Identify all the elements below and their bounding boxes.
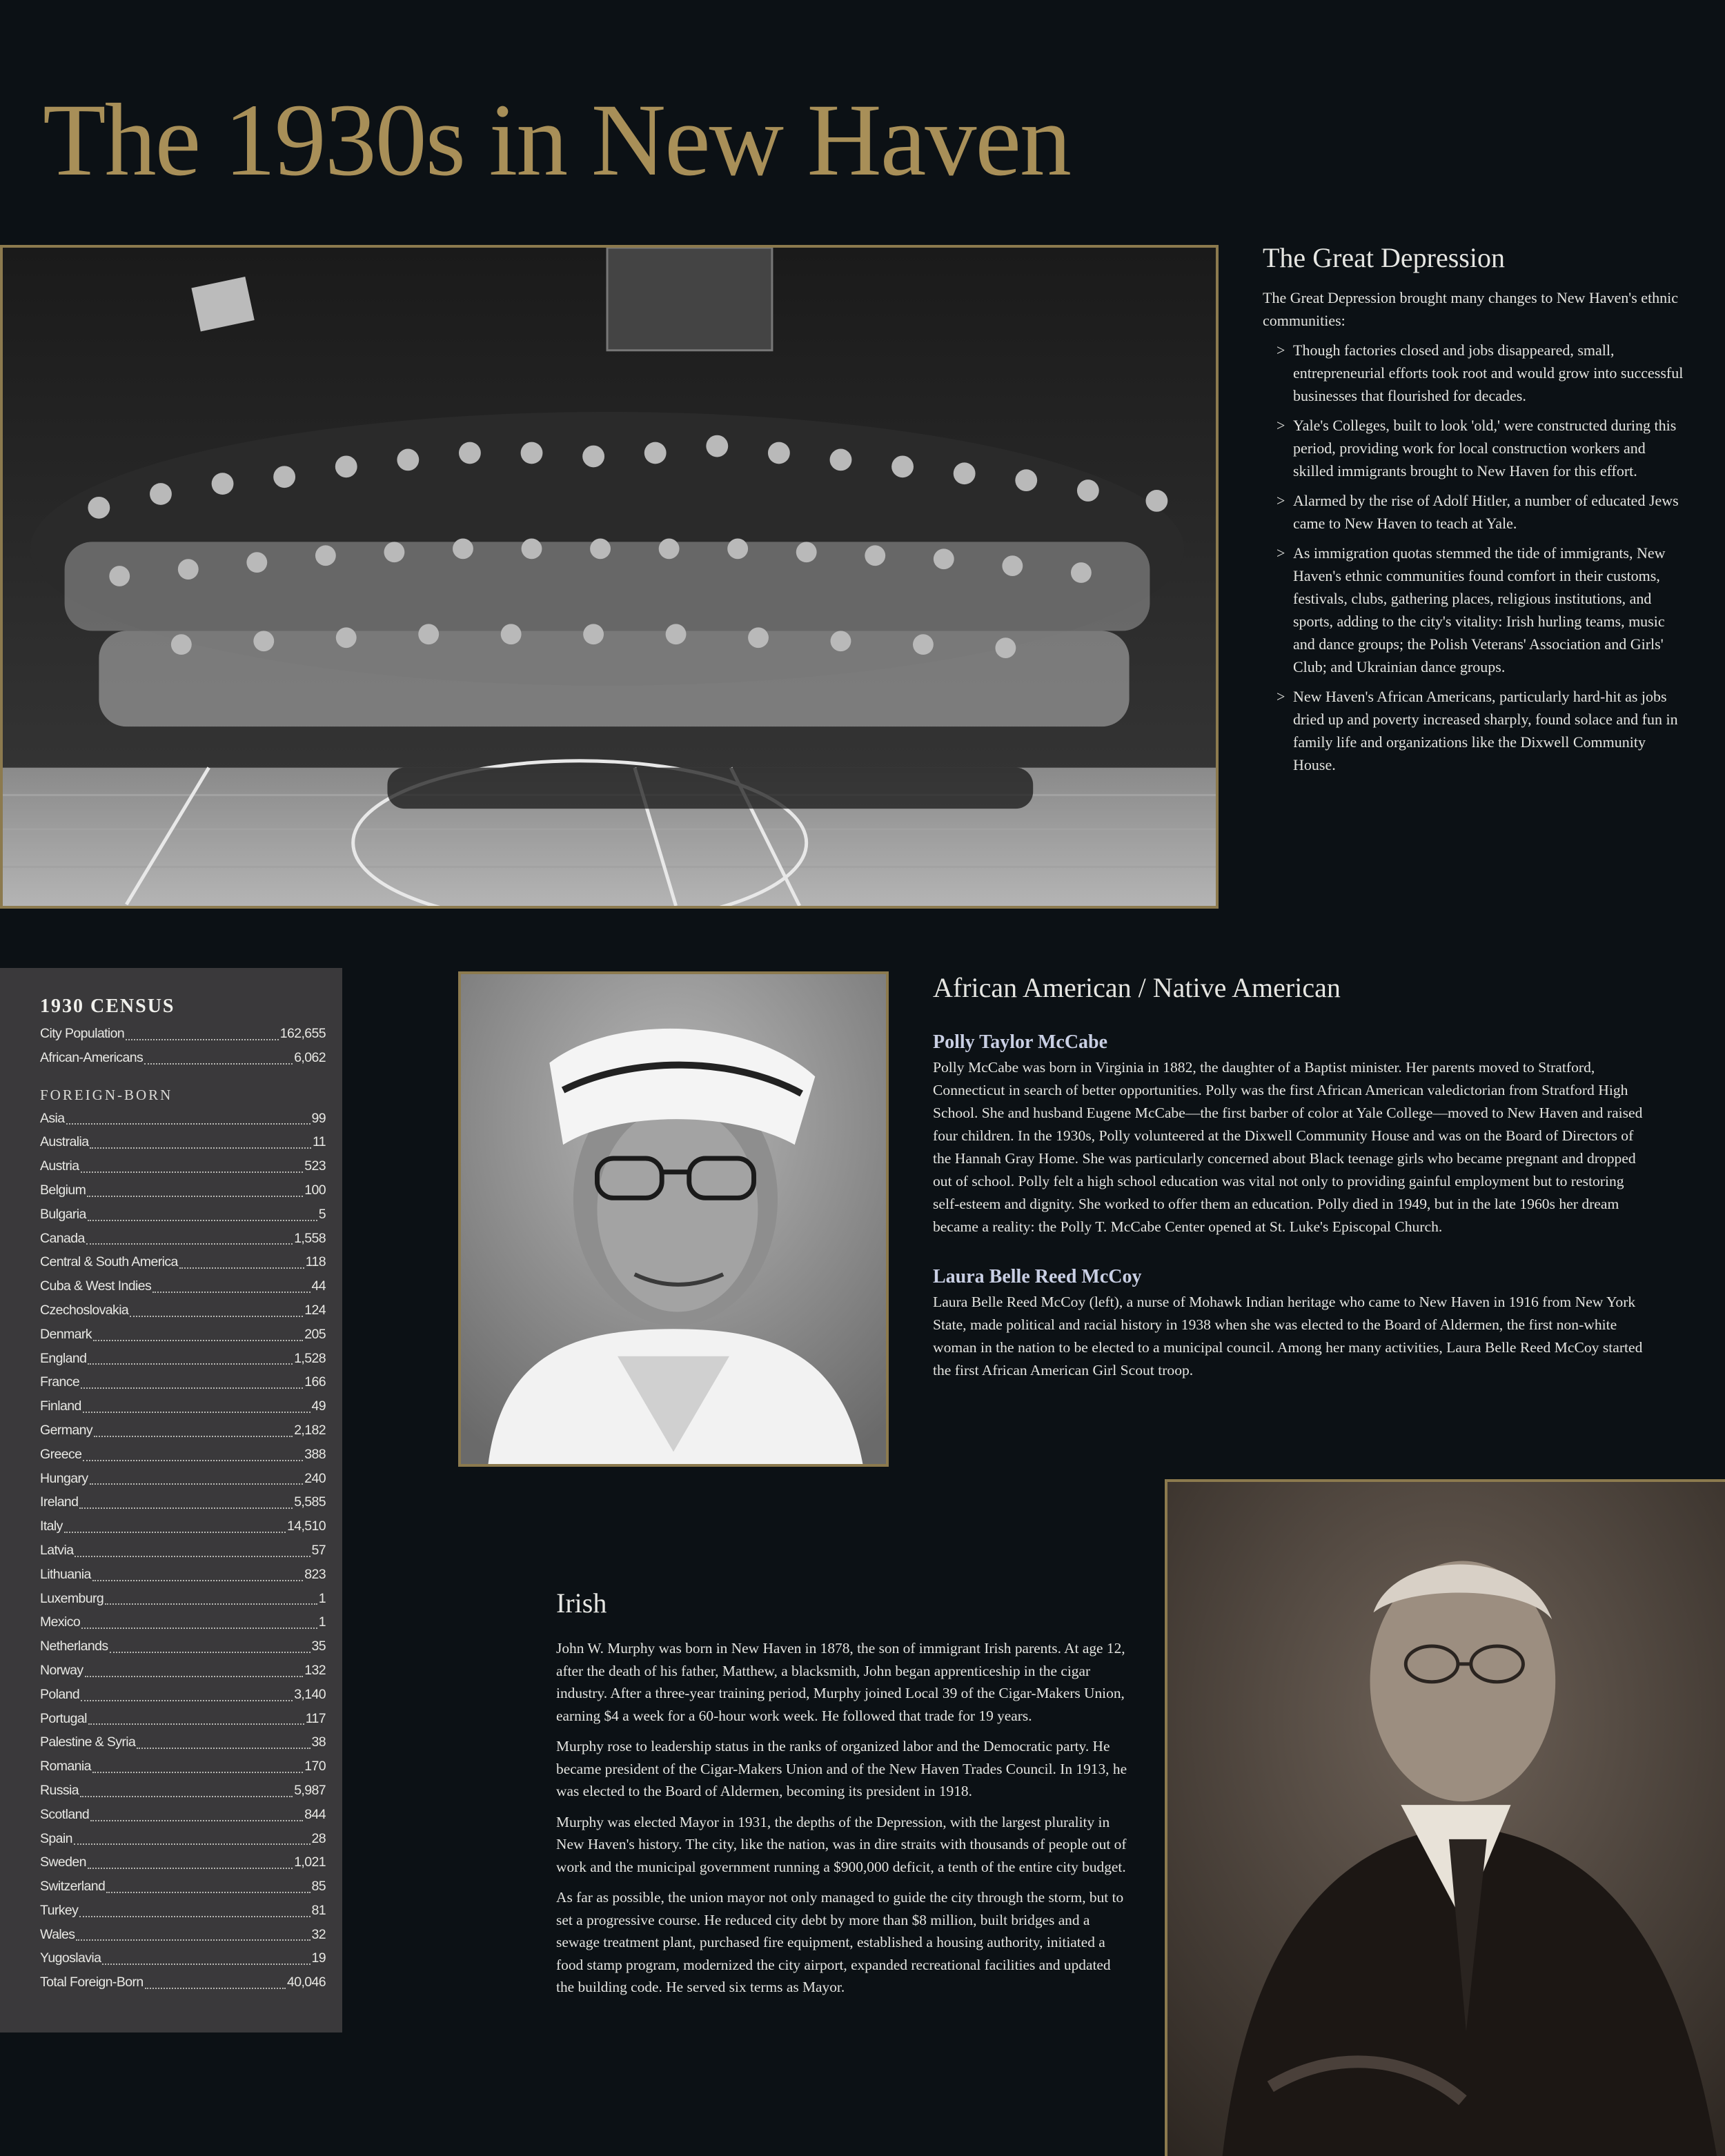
leader-dots: [75, 1556, 310, 1557]
census-value: 35: [311, 1639, 326, 1654]
census-label: Yugoslavia: [40, 1950, 101, 1966]
census-label: Cuba & West Indies: [40, 1278, 152, 1294]
census-label: Poland: [40, 1686, 80, 1702]
census-value: 49: [311, 1398, 326, 1414]
census-row: [40, 1754, 326, 1779]
leader-dots: [152, 1292, 310, 1293]
leader-dots: [81, 1700, 293, 1701]
census-value: 40,046: [286, 1975, 326, 1990]
census-panel: [0, 968, 342, 2033]
census-label: Sweden: [40, 1855, 86, 1870]
leader-dots: [90, 1483, 304, 1485]
list-item: > As immigration quotas stemmed the tide of immigrants, New Haven's ethnic communities found comfort in their customs, festivals, clubs, gathering places, religious institutions, and sports, adding to the city's vitality: Irish hurling teams, music and dance groups; the Polish Veterans' Association and Girls' Club; and Ukrainian dance groups.: [1263, 542, 1684, 678]
census-row: [40, 1046, 326, 1070]
irish-heading: Irish: [556, 1588, 607, 1619]
census-value: 2,182: [294, 1422, 326, 1438]
census-row: [40, 1203, 326, 1227]
census-row: [40, 1323, 326, 1347]
census-label: Russia: [40, 1782, 79, 1798]
census-value: 57: [311, 1542, 326, 1558]
census-value: 1,021: [294, 1855, 326, 1870]
leader-dots: [64, 1532, 286, 1533]
bullet-marker: >: [1276, 688, 1285, 705]
census-label: City Population: [40, 1026, 125, 1041]
census-row: [40, 1539, 326, 1563]
list-item: > Yale's Colleges, built to look 'old,' were constructed during this period, providing work for local construction workers and skilled immigrants brought to New Haven for this effort.: [1263, 414, 1684, 482]
census-label: Austria: [40, 1158, 79, 1174]
census-value: 1,528: [294, 1350, 326, 1366]
census-value: 19: [311, 1950, 326, 1966]
census-label: Palestine & Syria: [40, 1734, 136, 1750]
leader-dots: [85, 1676, 304, 1677]
census-value: 162,655: [279, 1026, 326, 1041]
census-row: [40, 1730, 326, 1754]
page-title: The 1930s in New Haven: [43, 83, 1070, 197]
census-row: [40, 1298, 326, 1323]
census-value: 5,585: [294, 1494, 326, 1510]
mccoy-bio: Laura Belle Reed McCoy (left), a nurse of Mohawk Indian heritage who came to New Haven in 1916 from New York State, made political and racial history in 1938 when she was elected to the Board of Aldermen, the first non-white woman in the nation to be elected to a municipal council. Among her many activities, Laura Belle Reed McCoy started the first African American Girl Scout troop.: [933, 1294, 1643, 1378]
census-value: 132: [304, 1662, 326, 1678]
leader-dots: [79, 1507, 293, 1509]
african-american-heading: African American / Native American: [933, 972, 1341, 1003]
census-value: 6,062: [294, 1049, 326, 1065]
census-summary-rows: [40, 1022, 326, 1070]
census-row: [40, 1178, 326, 1203]
census-label: Luxemburg: [40, 1590, 104, 1606]
list-item: > New Haven's African Americans, particularly hard-hit as jobs dried up and poverty increased sharply, found solace and fun in family life and organizations like the Dixwell Community House.: [1263, 685, 1684, 776]
great-depression-heading: The Great Depression: [1263, 242, 1505, 273]
census-row: [40, 1490, 326, 1514]
census-row: [40, 1394, 326, 1418]
census-row: [40, 1803, 326, 1827]
census-label: Latvia: [40, 1542, 74, 1558]
census-value: 1,558: [294, 1230, 326, 1246]
mccabe-bio: Polly McCabe was born in Virginia in 1882, the daughter of a Baptist minister. Her parents moved to Stratford, Connecticut in search of better opportunities. Polly was the first African American valedictorian from Stratford High School. She and husband Eugene McCabe—the first barber of color at Yale College—moved to New Haven and raised four children. In the 1930s, Polly volunteered at the Dixwell Community House and was on the Board of Directors of the Hannah Gray Home. She was particularly concerned about Black teenage girls who became pregnant and dropped out of school. Polly felt a high school education was vital not only to providing gainful employment but to restoring self-esteem and dignity. She worked to offer them an education. Polly died in 1949, but in the late 1960s her dream became a reality: the Polly T. McCabe Center opened at St. Luke's Episcopal Church.: [933, 1059, 1643, 1235]
census-row: [40, 1154, 326, 1178]
leader-dots: [83, 1460, 303, 1461]
leader-dots: [88, 1868, 293, 1869]
census-value: 117: [305, 1710, 326, 1726]
census-label: Romania: [40, 1759, 91, 1774]
census-label: Finland: [40, 1398, 81, 1414]
census-row: [40, 1779, 326, 1803]
leader-dots: [81, 1628, 317, 1629]
census-label: Belgium: [40, 1182, 86, 1198]
census-title: 1930 CENSUS: [40, 996, 175, 1017]
leader-dots: [102, 1964, 310, 1965]
census-row: [40, 1227, 326, 1251]
leader-dots: [179, 1267, 304, 1269]
great-depression-list: [1263, 339, 1684, 776]
leader-dots: [76, 1939, 310, 1941]
census-row: [40, 1970, 326, 1995]
census-label: Germany: [40, 1422, 92, 1438]
census-value: 170: [304, 1759, 326, 1774]
census-label: Central & South America: [40, 1254, 178, 1270]
census-label: Italy: [40, 1519, 63, 1534]
leader-dots: [87, 1196, 303, 1197]
census-row: [40, 1875, 326, 1899]
census-row: [40, 1514, 326, 1539]
census-value: 38: [311, 1734, 326, 1750]
census-value: 844: [304, 1806, 326, 1822]
leader-dots: [88, 1363, 293, 1365]
census-label: England: [40, 1350, 87, 1366]
census-value: 32: [311, 1926, 326, 1942]
great-depression-intro: The Great Depression brought many changes to New Haven's ethnic communities:: [1263, 289, 1679, 329]
bullet-marker: >: [1276, 492, 1285, 509]
census-label: Hungary: [40, 1470, 88, 1486]
census-value: 14,510: [286, 1519, 326, 1534]
census-row: [40, 1370, 326, 1394]
leader-dots: [137, 1748, 310, 1749]
leader-dots: [74, 1843, 310, 1845]
leader-dots: [94, 1436, 293, 1437]
irish-paragraph: Murphy rose to leadership status in the ranks of organized labor and the Democratic party. He became president of the Cigar-Makers Union and of the New Haven Trades Council. In 1913, he was elected to the Board of Aldermen, becoming its president in 1918.: [556, 1738, 1127, 1799]
foreign-born-heading: FOREIGN-BORN: [40, 1086, 173, 1103]
census-row: [40, 1923, 326, 1947]
census-value: 3,140: [294, 1686, 326, 1702]
leader-dots: [79, 1916, 310, 1917]
census-value: 99: [311, 1110, 326, 1126]
irish-paragraph: Murphy was elected Mayor in 1931, the depths of the Depression, with the largest plurality in New Haven's history. The city, like the nation, was in dire straits with thousands of people out of work and the municipal government running a $900,000 deficit, a tenth of the entire city budget.: [556, 1813, 1127, 1875]
list-item: > Alarmed by the rise of Adolf Hitler, a number of educated Jews came to New Haven to teach at Yale.: [1263, 489, 1684, 535]
leader-dots: [92, 1772, 303, 1773]
john-w-murphy-portrait: [1165, 1479, 1725, 2156]
african-american-section: [933, 971, 1644, 1389]
census-value: 205: [304, 1326, 326, 1342]
census-value: 85: [311, 1879, 326, 1895]
leader-dots: [83, 1412, 310, 1413]
census-label: France: [40, 1374, 80, 1390]
census-row: [40, 1899, 326, 1923]
census-label: Denmark: [40, 1326, 92, 1342]
leader-dots: [81, 1171, 304, 1173]
census-table: [40, 1107, 326, 1995]
census-value: 823: [304, 1566, 326, 1582]
census-value: 1: [318, 1590, 326, 1606]
census-value: 240: [304, 1470, 326, 1486]
census-value: 5: [318, 1206, 326, 1222]
census-value: 81: [311, 1902, 326, 1918]
leader-dots: [80, 1796, 293, 1797]
census-label: Wales: [40, 1926, 75, 1942]
census-label: Australia: [40, 1134, 89, 1150]
census-value: 523: [304, 1158, 326, 1174]
bullet-marker: >: [1276, 417, 1285, 434]
census-label: Canada: [40, 1230, 85, 1246]
census-row: [40, 1610, 326, 1634]
leader-dots: [110, 1652, 310, 1653]
group-photo: [0, 245, 1219, 909]
census-label: Mexico: [40, 1614, 81, 1630]
census-label: Lithuania: [40, 1566, 91, 1582]
leader-dots: [93, 1340, 303, 1341]
census-label: Asia: [40, 1110, 65, 1126]
leader-dots: [130, 1316, 303, 1317]
person-name-mccabe: Polly Taylor McCabe: [933, 1031, 1108, 1053]
census-row: [40, 1274, 326, 1298]
census-row: [40, 1022, 326, 1046]
laura-belle-reed-mccoy-portrait: [458, 971, 889, 1467]
census-label: Netherlands: [40, 1639, 108, 1654]
census-row: [40, 1850, 326, 1875]
census-row: [40, 1467, 326, 1491]
census-row: [40, 1130, 326, 1154]
census-row: [40, 1707, 326, 1731]
census-row: [40, 1347, 326, 1371]
bullet-marker: >: [1276, 342, 1285, 359]
census-row: [40, 1683, 326, 1707]
census-row: [40, 1659, 326, 1683]
leader-dots: [90, 1820, 303, 1821]
leader-dots: [88, 1220, 317, 1221]
great-depression-section: [1263, 241, 1684, 783]
irish-paragraph: As far as possible, the union mayor not only managed to guide the city through the storm, but to set a progressive course. He reduced city debt by more than $8 million, built bridges and a sewage treatment plant, purchased fire equipment, established a housing authority, initiated a food stamp program, modernized the city airport, expanded recreational facilities and updated the building code. He served six terms as Mayor.: [556, 1889, 1124, 1995]
irish-paragraph: John W. Murphy was born in New Haven in 1878, the son of immigrant Irish parents. At age 12, after the death of his father, Matthew, a blacksmith, John began apprenticeship in the cigar industry. After a three-year training period, Murphy joined Local 39 of the Cigar-Makers Union, earning $4 a week for a 60-hour work week. He followed that trade for 19 years.: [556, 1640, 1125, 1724]
leader-dots: [105, 1603, 317, 1605]
census-value: 100: [304, 1182, 326, 1198]
census-value: 5,987: [294, 1782, 326, 1798]
census-value: 166: [304, 1374, 326, 1390]
leader-dots: [86, 1243, 293, 1245]
census-label: Ireland: [40, 1494, 79, 1510]
leader-dots: [145, 1988, 286, 1989]
census-row: [40, 1587, 326, 1611]
census-value: 388: [304, 1446, 326, 1462]
census-row: [40, 1107, 326, 1131]
census-row: [40, 1418, 326, 1443]
irish-section: [556, 1587, 1129, 2007]
census-label: Turkey: [40, 1902, 79, 1918]
census-label: Total Foreign-Born: [40, 1975, 144, 1990]
bullet-marker: >: [1276, 544, 1285, 562]
leader-dots: [88, 1723, 304, 1725]
census-label: Switzerland: [40, 1879, 106, 1895]
leader-dots: [92, 1580, 303, 1581]
census-label: Spain: [40, 1830, 72, 1846]
leader-dots: [81, 1387, 303, 1389]
leader-dots: [126, 1039, 279, 1040]
census-row: [40, 1946, 326, 1970]
list-item: > Though factories closed and jobs disappeared, small, entrepreneurial efforts took root and would grow into successful businesses that flourished for decades.: [1263, 339, 1684, 407]
census-value: 118: [305, 1254, 326, 1270]
census-label: Norway: [40, 1662, 83, 1678]
census-row: [40, 1250, 326, 1274]
census-label: Czechoslovakia: [40, 1302, 129, 1318]
census-row: [40, 1443, 326, 1467]
census-label: Bulgaria: [40, 1206, 86, 1222]
leader-dots: [144, 1063, 293, 1065]
census-label: African-Americans: [40, 1049, 144, 1065]
leader-dots: [106, 1892, 310, 1893]
census-row: [40, 1563, 326, 1587]
leader-dots: [90, 1147, 310, 1149]
person-name-mccoy: Laura Belle Reed McCoy: [933, 1266, 1142, 1287]
census-value: 44: [311, 1278, 326, 1294]
leader-dots: [66, 1123, 310, 1125]
census-row: [40, 1827, 326, 1851]
census-value: 124: [304, 1302, 326, 1318]
census-label: Greece: [40, 1446, 82, 1462]
census-value: 1: [318, 1614, 326, 1630]
census-value: 11: [312, 1134, 326, 1150]
census-row: [40, 1634, 326, 1659]
census-value: 28: [311, 1830, 326, 1846]
census-label: Portugal: [40, 1710, 87, 1726]
census-label: Scotland: [40, 1806, 90, 1822]
